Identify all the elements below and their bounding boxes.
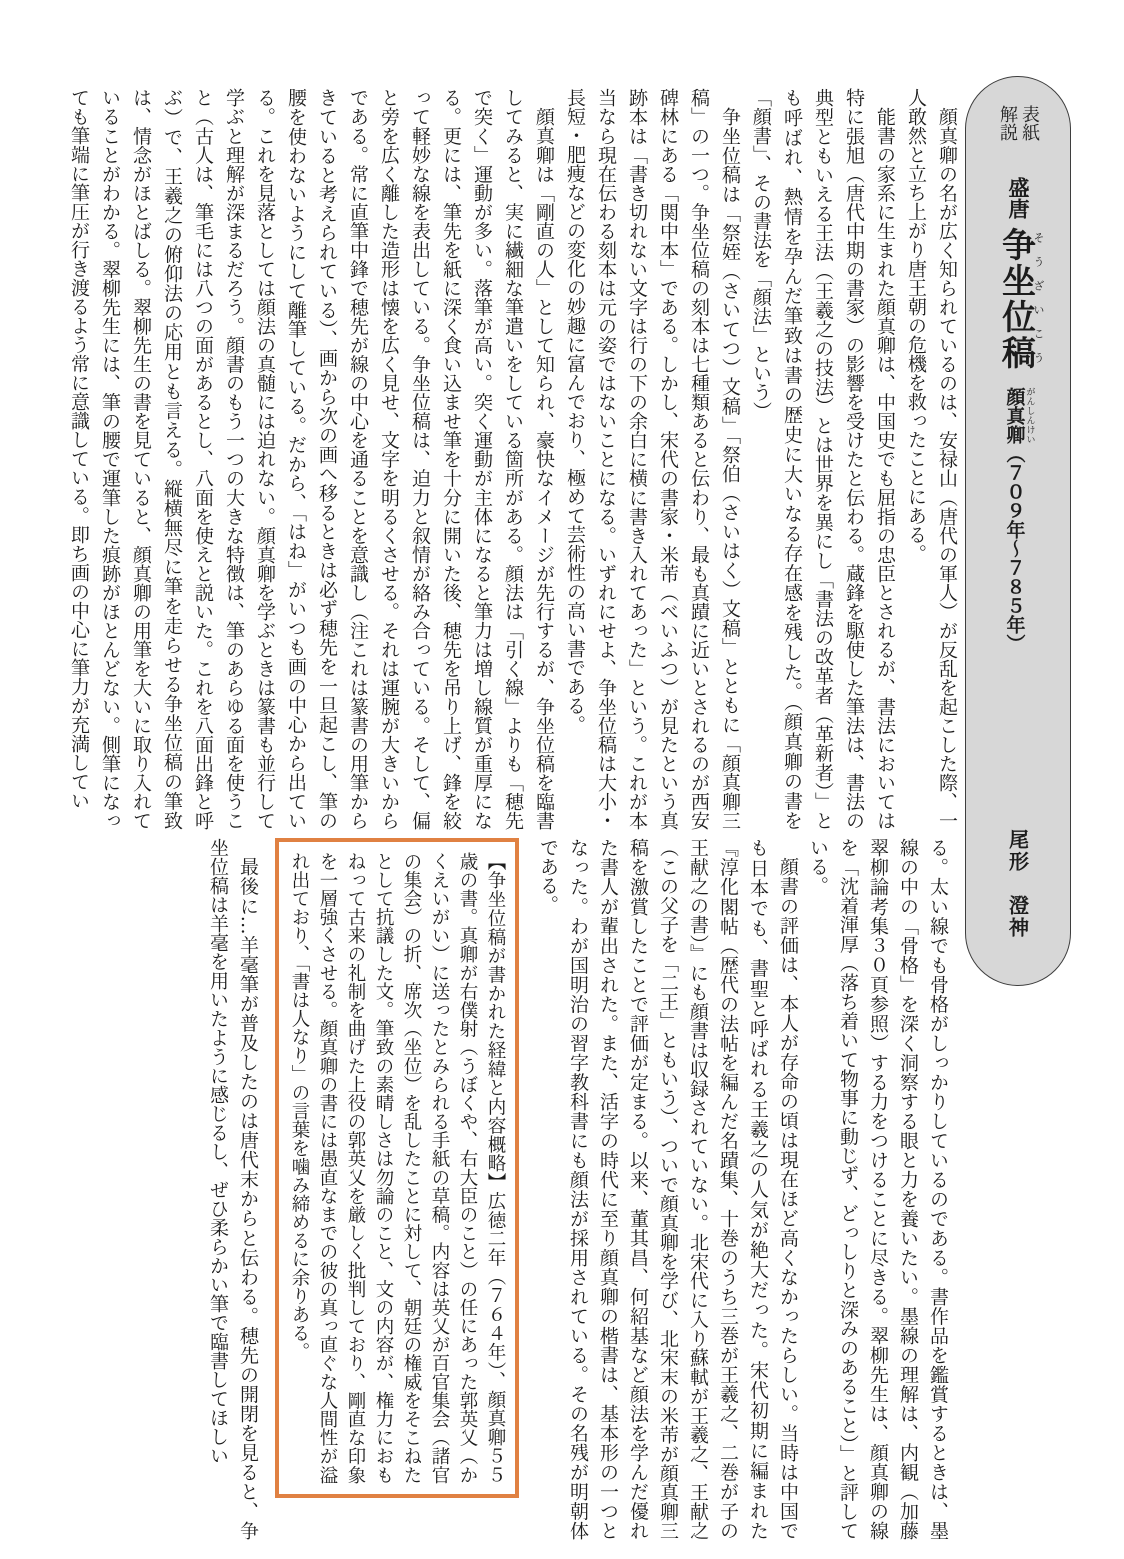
paragraph-evaluation: 顔書の評価は、本人が存命の頃は現在ほど高くなかったらしい。当時は中国でも日本でも、書聖と呼ばれる王羲之の人気が絶大だった。宋代初期に編まれた『淳化閣帖（歴代の法帖を編んだ名蹟集、十巻のうち三巻が王羲之、二巻が子の王献之の書）』にも顔書は収録されていない。北宋代に入り蘇軾が王羲之、王献之（この父子を「二王」ともいう）、ついで顔真卿を学び、北宋末の米芾が顔真卿三稿を激賞したことで評価が定まる。以来、董其昌、何紹基など顔法を学んだ優れた書人が輩出された。また、活字の時代に至り顔真卿の楷書は、基本形の一つとなった。わが国明治の習字教科書にも顔法が採用されている。その名残が明朝体である。	[537, 838, 799, 1540]
paragraph-intro: 顔真卿の名が広く知られているのは、安禄山（唐代の軍人）が反乱を起こした際、一人敢然と立ち上がり唐王朝の危機を救ったことにある。	[905, 88, 958, 830]
highlight-box	[275, 838, 519, 1498]
work-title-ruby-group	[995, 227, 1045, 371]
commentary-author: 尾形 澄神	[1005, 829, 1030, 939]
highlight-box-paragraph	[285, 852, 509, 1484]
calligrapher-years: （７０９年～７８５年）	[1003, 444, 1026, 653]
section-label	[996, 105, 1040, 141]
lower-text-right	[533, 838, 953, 1540]
lower-text-region	[160, 838, 953, 1540]
work-title-furigana: そうざいこう	[1032, 227, 1045, 371]
calligrapher-ruby-group	[1003, 387, 1035, 444]
work-title	[992, 227, 1045, 371]
calligrapher-furigana: がんしんけい	[1024, 387, 1035, 444]
era-label: 盛唐	[1006, 177, 1031, 219]
highlight-box-body: 広徳二年（７６４年）、顔真卿５５歳の書。真卿が右僕射（うぼくや、右大臣のこと）の任にあった郭英乂（かくえいがい）に送ったとみられる手紙の草稿。内容は英乂が百官集会（諸官の集会）の折、席次（坐位）を乱したことに対して、朝廷の権威をそこねたとして抗議した文。筆致の素晴しさは勿論のこと、文の内容が、権力におもねって古来の礼制を曲げた上役の郭英乂を厳しく批判しており、剛直な印象を一層強くさせる。顔真卿の書には愚直なまでの彼の真っ直ぐな人間性が溢れ出ており、「書は人なり」の言葉を噛み締めるに余りある。	[289, 852, 506, 1485]
calligrapher-line	[1002, 387, 1035, 653]
upper-text-block	[58, 88, 962, 830]
paragraph-three-drafts: 争坐位稿は「祭姪（さいてつ）文稿」「祭伯（さいはく）文稿」とともに「顔真卿三稿」の一つ。争坐位稿の刻本は七種類あると伝わり、最も真蹟に近いとされるのが西安碑林にある「関中本」である。しかし、宋代の書家・米芾（べいふつ）が見たという真跡本は「書き切れない文字は行の下の余白に横に書き入れてあった」という。これが本当なら現在伝わる刻本は元の姿ではないことになる。いずれにせよ、争坐位稿は大小・長短・肥痩などの変化の妙趣に富んでおり、極めて芸術性の高い書である。	[564, 88, 741, 830]
section-label-line2: 解説	[997, 105, 1018, 141]
lower-text-left	[203, 838, 263, 1540]
highlight-box-heading: 【争坐位稿が書かれた経緯と内容概略】	[485, 852, 506, 1192]
cover-commentary-capsule	[965, 76, 1071, 986]
paragraph-brushwork: 顔真卿は「剛直の人」として知られ、豪快なイメージが先行するが、争坐位稿を臨書してみると、実に繊細な筆遣いをしている箇所がある。顔法は「引く線」よりも「穂先で突く」運動が多い。落筆が高い。突く運動が主体になると筆力は増し線質が重厚になる。更には、筆先を紙に深く食い込ませ筆を十分に開いた後、穂先を吊り上げ、鋒を絞って軽妙な線を表出している。争坐位稿は、迫力と叙情が絡み合っている。そして、偏と旁を広く離した造形は懐を広く見せ、文字を明るくさせる。それは運腕が大きいからである。常に直筆中鋒で穂先が線の中心を通ることを意識し（注これは篆書の用筆からきていると考えられている）、画から次の画へ移るときは必ず穂先を一旦起こし、筆の腰を使わないようにして離筆している。だから、「はね」がいつも画の中心から出ている。これを見落としては顔法の真髄には迫れない。顔真卿を学ぶときは篆書も並行して学ぶと理解が深まるだろう。顔書のもう一つの大きな特徴は、筆のあらゆる面を使うこと（古人は、筆毛には八つの面があるとし、八面を使えと説いた。これを八面出鋒と呼ぶ）で、王羲之の俯仰法の応用とも言える。縦横無尽に筆を走らせる争坐位稿の筆致は、情念がほとばしる。翠柳先生の書を見ていると、顔真卿の用筆を大いに取り入れていることがわかる。翠柳先生には、筆の腰で運筆した痕跡がほとんどない。側筆になっても筆端に筆圧が行き渡るよう常に意識している。即ち画の中心に筆力が充満してい	[68, 88, 555, 830]
paragraph-calligraphy-style: 能書の家系に生まれた顔真卿は、中国史でも屈指の忠臣とされるが、書法においては特に張旭（唐代中期の書家）の影響を受けたと伝わる。蔵鋒を駆使した筆法は、書法の典型ともいえる王法（王羲之の技法）とは世界を異にし「書法の改革者（革新者）」とも呼ばれ、熱情を孕んだ筆致は書の歴史に大いなる存在感を残した。（顔真卿の書を「顔書」、その書法を「顔法」という）	[750, 88, 896, 830]
calligrapher-name: 顔真卿	[1003, 387, 1026, 444]
paragraph-continuation: る。太い線でも骨格がしっかりしているのである。書作品を鑑賞するときは、墨線の中の「骨格」を深く洞察する眼と力を養いたい。墨線の理解は、内観（加藤翠柳論考集３０頁参照）する力をつけることに尽きる。翠柳先生は、顔真卿の線を「沈着渾厚（落ち着いて物事に動じず、どっしりと深みのあること）」と評している。	[807, 838, 949, 1540]
paragraph-closing: 最後に…羊毫筆が普及したのは唐代末からと伝わる。穂先の開閉を見ると、争坐位稿は羊毫を用いたように感じるし、ぜひ柔らかい筆で臨書してほしい	[207, 838, 259, 1540]
work-title-text: 争坐位稿	[995, 227, 1036, 371]
section-label-line1: 表紙	[1019, 105, 1040, 141]
